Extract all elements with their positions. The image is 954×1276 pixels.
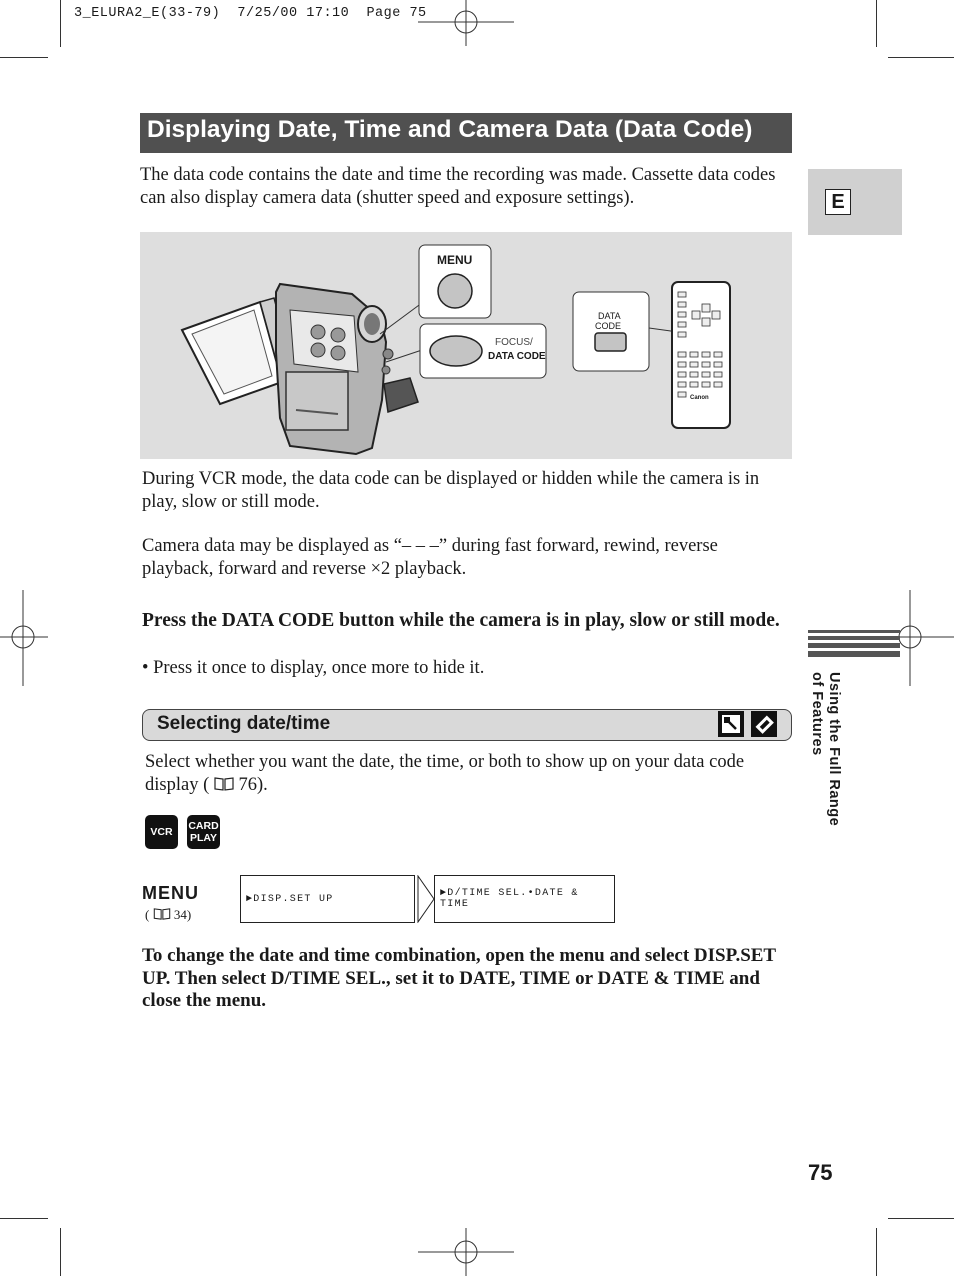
menu-reference	[145, 907, 191, 923]
vcr-mode-paragraph: During VCR mode, the data code can be displayed or hidden while the camera is in play, slow or still mode.	[142, 469, 760, 512]
menu-ref-page: 34)	[173, 907, 192, 922]
final-note: To change the date and time combination, open the menu and select DISP.SET UP. Then select D/TIME SEL., set it to DATE, TIME or DATE & TIME and close the menu.	[142, 945, 776, 1011]
side-stripe	[808, 636, 900, 640]
print-header: 3_ELURA2_E(33-79) 7/25/00 17:10 Page 75	[74, 6, 427, 21]
book-reference-icon	[214, 777, 234, 791]
crop-mark	[60, 0, 61, 47]
language-tab-letter: E	[825, 189, 851, 215]
subsection-text: Select whether you want the date, the time, or both to show up on your data code display (	[145, 752, 745, 795]
data-code-callout-label: DATA CODE	[488, 351, 546, 362]
menu-button-callout-label: MENU	[437, 253, 473, 267]
camera-data-paragraph: Camera data may be displayed as “– – –” during fast forward, rewind, reverse playback, forward and reverse ×2 playback.	[142, 536, 718, 579]
focus-callout-label: FOCUS/	[495, 337, 533, 348]
crop-mark	[876, 1228, 877, 1276]
menu-step-date-time: ►D/TIME SEL.•DATE & TIME	[434, 875, 615, 923]
menu-step-arrow-icon	[417, 875, 435, 923]
crop-mark	[888, 1218, 954, 1219]
remote-button-label-1: DATA	[598, 311, 621, 321]
side-stripe	[808, 651, 900, 657]
page-title: Displaying Date, Time and Camera Data (Data Code)	[147, 116, 753, 143]
side-section-label: Using the Full Range of Features	[809, 672, 842, 827]
page-number: 75	[808, 1160, 833, 1185]
side-stripe	[808, 643, 900, 648]
registration-mark-top	[418, 0, 514, 46]
press-heading: Press the DATA CODE button while the camera is in play, slow or still mode.	[142, 610, 780, 631]
side-stripe	[808, 630, 900, 633]
language-tab	[808, 169, 902, 235]
tape-mode-icon	[718, 711, 744, 737]
crop-mark	[876, 0, 877, 47]
book-reference-icon	[153, 908, 171, 920]
remote-button-label-2: CODE	[595, 321, 622, 331]
press-bullet: • Press it once to display, once more to hide it.	[142, 658, 485, 678]
subsection-title: Selecting date/time	[157, 713, 331, 734]
menu-step-disp-set-up: ►DISP.SET UP	[240, 875, 415, 923]
remote-brand-logo: Canon	[690, 395, 709, 401]
menu-ref-open: (	[145, 907, 150, 922]
camera-illustration	[140, 232, 792, 459]
reference-page: 76).	[238, 775, 268, 795]
menu-label: MENU	[142, 883, 199, 903]
registration-mark-bottom	[418, 1228, 514, 1276]
side-tab-stripes	[808, 630, 900, 660]
crop-mark	[0, 1218, 48, 1219]
crop-mark	[888, 57, 954, 58]
crop-mark	[0, 57, 48, 58]
card-play-mode-chip: CARD PLAY	[187, 815, 220, 849]
subsection-paragraph	[145, 751, 790, 797]
intro-paragraph: The data code contains the date and time the recording was made. Cassette data codes can also display camera data (shutter speed and exposure settings).	[140, 165, 776, 208]
vcr-mode-chip: VCR	[145, 815, 178, 849]
crop-mark	[60, 1228, 61, 1276]
registration-mark-left	[0, 590, 48, 686]
card-mode-icon	[751, 711, 777, 737]
